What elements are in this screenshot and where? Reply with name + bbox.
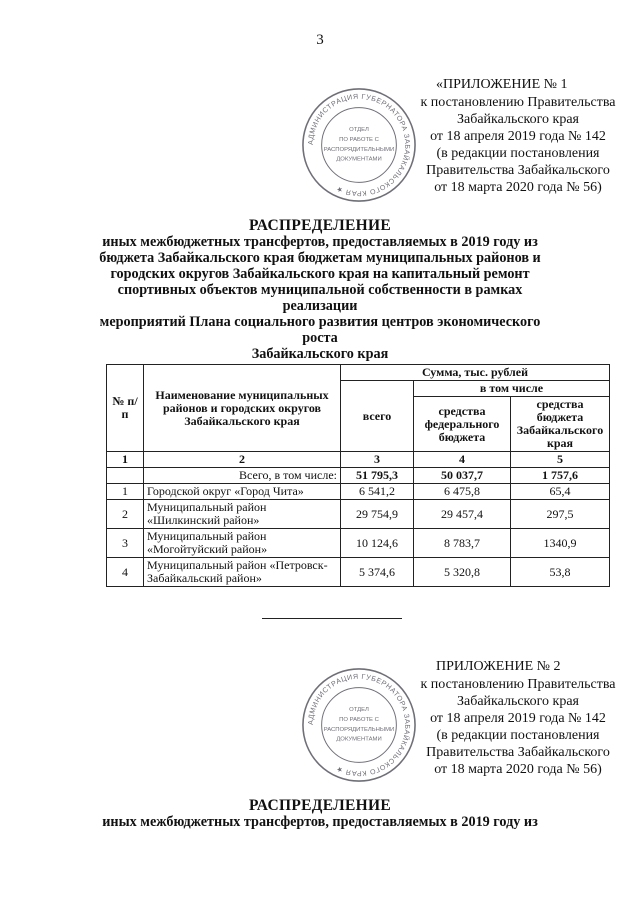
column-number-cell: 1 bbox=[107, 452, 144, 468]
appendix2-line: (в редакции постановления bbox=[436, 728, 600, 743]
header-number: № п/п bbox=[107, 365, 144, 452]
section-heading bbox=[90, 798, 550, 830]
column-number-cell: 2 bbox=[144, 452, 341, 468]
page-number: 3 bbox=[316, 32, 324, 48]
appendix2-line: к постановлению Правительства bbox=[420, 677, 616, 692]
row-total: 29 754,9 bbox=[341, 500, 414, 529]
svg-text:АДМИНИСТРАЦИЯ ГУБЕРНАТОРА ЗАБА: АДМИНИСТРАЦИЯ ГУБЕРНАТОРА ЗАБАЙКАЛЬСКОГО КРАЯ ★ bbox=[306, 672, 412, 778]
heading-line: иных межбюджетных трансфертов, предоставляемых в 2019 году из bbox=[102, 814, 538, 830]
appendix2-line: от 18 апреля 2019 года № 142 bbox=[430, 711, 606, 726]
heading-line: иных межбюджетных трансфертов, предоставляемых в 2019 году из bbox=[102, 234, 538, 250]
total-label: Всего, в том числе: bbox=[144, 468, 341, 484]
distribution-table bbox=[106, 364, 610, 587]
header-name: Наименование муниципальных районов и городских округов Забайкальского края bbox=[144, 365, 341, 452]
total-value: 51 795,3 bbox=[341, 468, 414, 484]
row-federal: 5 320,8 bbox=[414, 558, 511, 587]
row-federal: 8 783,7 bbox=[414, 529, 511, 558]
section-divider bbox=[262, 618, 402, 619]
column-number-cell: 5 bbox=[511, 452, 610, 468]
row-total: 6 541,2 bbox=[341, 484, 414, 500]
appendix2-title: ПРИЛОЖЕНИЕ № 2 bbox=[436, 659, 561, 674]
heading-title: РАСПРЕДЕЛЕНИЕ bbox=[249, 217, 391, 234]
total-regional: 1 757,6 bbox=[511, 468, 610, 484]
row-regional: 65,4 bbox=[511, 484, 610, 500]
header-total: всего bbox=[341, 381, 414, 452]
row-regional: 53,8 bbox=[511, 558, 610, 587]
total-federal: 50 037,7 bbox=[414, 468, 511, 484]
header-regional: средства бюджета Забайкальского края bbox=[511, 397, 610, 452]
heading-line: Забайкальского края bbox=[251, 346, 389, 362]
row-total: 10 124,6 bbox=[341, 529, 414, 558]
heading-line: бюджета Забайкальского края бюджетам муниципальных районов и bbox=[99, 250, 541, 266]
section-heading bbox=[90, 218, 550, 362]
column-number-cell: 3 bbox=[341, 452, 414, 468]
row-name: Городской округ «Город Чита» bbox=[144, 484, 341, 500]
svg-text:ДОКУМЕНТАМИ: ДОКУМЕНТАМИ bbox=[336, 736, 382, 743]
stamp-seal-graphic bbox=[300, 666, 418, 784]
table-row bbox=[107, 529, 610, 558]
row-name: Муниципальный район «Могойтуйский район» bbox=[144, 529, 341, 558]
appendix2-line: Правительства Забайкальского bbox=[426, 745, 610, 760]
appendix1-line: от 18 марта 2020 года № 56) bbox=[434, 180, 602, 195]
appendix2-reference bbox=[398, 676, 638, 778]
appendix2-line: от 18 марта 2020 года № 56) bbox=[434, 762, 602, 777]
svg-text:АДМИНИСТРАЦИЯ ГУБЕРНАТОРА ЗАБА: АДМИНИСТРАЦИЯ ГУБЕРНАТОРА ЗАБАЙКАЛЬСКОГО КРАЯ ★ bbox=[306, 92, 412, 198]
table-row bbox=[107, 500, 610, 529]
official-stamp bbox=[300, 666, 418, 784]
svg-text:ПО РАБОТЕ С: ПО РАБОТЕ С bbox=[339, 137, 379, 144]
svg-text:ОТДЕЛ: ОТДЕЛ bbox=[349, 127, 369, 134]
total-row bbox=[107, 468, 610, 484]
header-sum: Сумма, тыс. рублей bbox=[341, 365, 610, 381]
table-row bbox=[107, 558, 610, 587]
appendix2-line: Забайкальского края bbox=[456, 694, 579, 709]
header-federal: средства федерального бюджета bbox=[414, 397, 511, 452]
svg-text:РАСПОРЯДИТЕЛЬНЫМИ: РАСПОРЯДИТЕЛЬНЫМИ bbox=[323, 726, 395, 733]
row-regional: 297,5 bbox=[511, 500, 610, 529]
row-regional: 1340,9 bbox=[511, 529, 610, 558]
appendix1-line: к постановлению Правительства bbox=[420, 95, 616, 110]
appendix1-line: Забайкальского края bbox=[456, 112, 579, 127]
row-name: Муниципальный район «Шилкинский район» bbox=[144, 500, 341, 529]
svg-text:ОТДЕЛ: ОТДЕЛ bbox=[349, 707, 369, 714]
heading-title: РАСПРЕДЕЛЕНИЕ bbox=[249, 797, 391, 814]
row-number: 4 bbox=[107, 558, 144, 587]
row-number: 2 bbox=[107, 500, 144, 529]
appendix1-line: от 18 апреля 2019 года № 142 bbox=[430, 129, 606, 144]
heading-line: мероприятий Плана социального развития центров экономического роста bbox=[99, 314, 541, 346]
appendix1-title: «ПРИЛОЖЕНИЕ № 1 bbox=[436, 77, 568, 92]
heading-line: спортивных объектов муниципальной собственности в рамках реализации bbox=[117, 282, 523, 314]
appendix1-line: Правительства Забайкальского bbox=[426, 163, 610, 178]
stamp-seal-graphic bbox=[300, 86, 418, 204]
official-stamp bbox=[300, 86, 418, 204]
svg-text:ДОКУМЕНТАМИ: ДОКУМЕНТАМИ bbox=[336, 156, 382, 163]
heading-line: городских округов Забайкальского края на капитальный ремонт bbox=[110, 266, 530, 282]
header-including: в том числе bbox=[414, 381, 610, 397]
row-name: Муниципальный район «Петровск-Забайкальский район» bbox=[144, 558, 341, 587]
table-row bbox=[107, 484, 610, 500]
row-federal: 6 475,8 bbox=[414, 484, 511, 500]
svg-text:РАСПОРЯДИТЕЛЬНЫМИ: РАСПОРЯДИТЕЛЬНЫМИ bbox=[323, 146, 395, 153]
column-number-cell: 4 bbox=[414, 452, 511, 468]
row-total: 5 374,6 bbox=[341, 558, 414, 587]
appendix1-reference bbox=[398, 94, 638, 196]
appendix1-line: (в редакции постановления bbox=[436, 146, 600, 161]
row-number: 3 bbox=[107, 529, 144, 558]
row-federal: 29 457,4 bbox=[414, 500, 511, 529]
svg-text:ПО РАБОТЕ С: ПО РАБОТЕ С bbox=[339, 717, 379, 724]
row-number: 1 bbox=[107, 484, 144, 500]
